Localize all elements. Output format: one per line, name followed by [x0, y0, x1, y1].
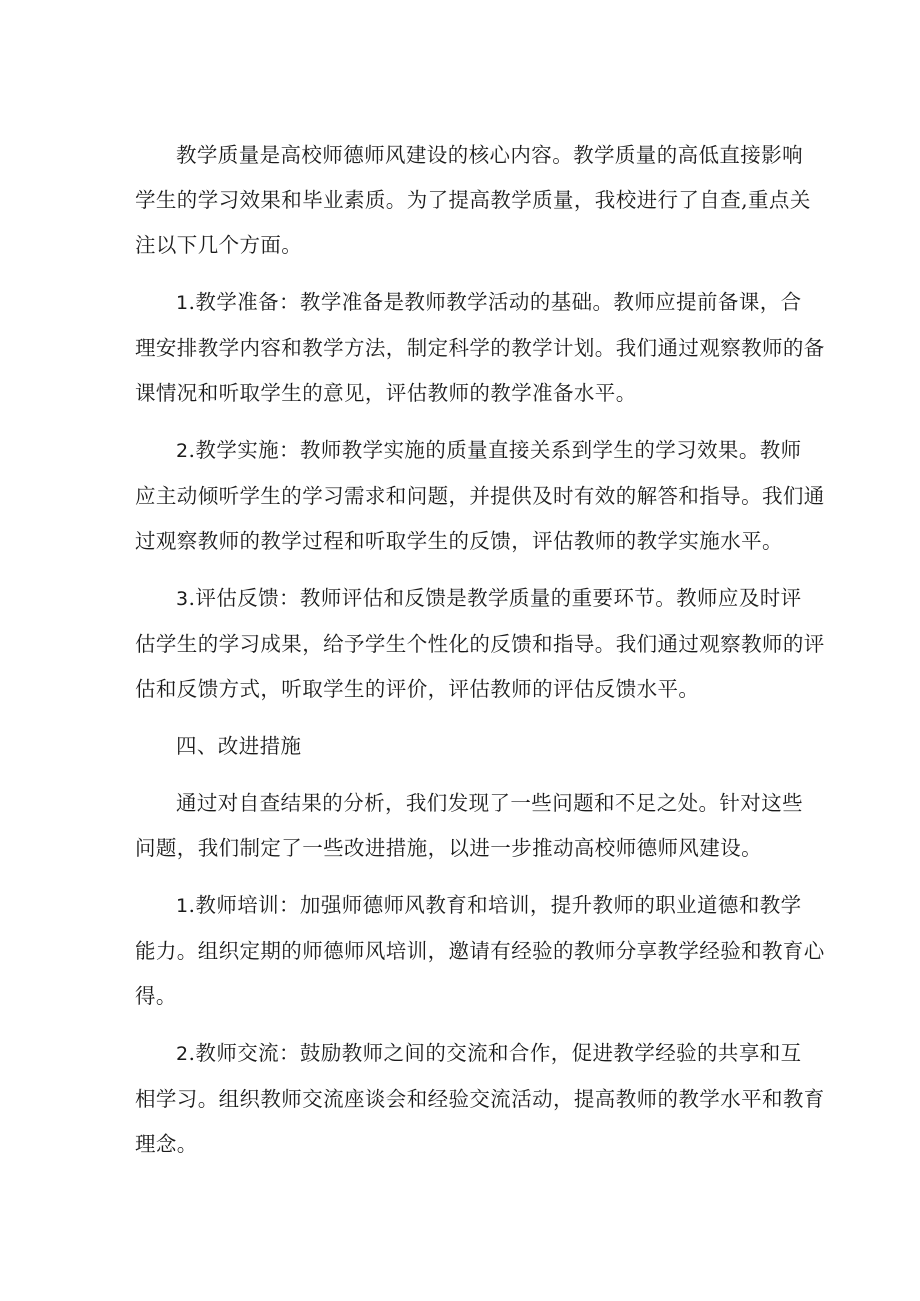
item-text: .教学实施：教师教学实施的质量直接关系到学生的学习效果。教师	[188, 438, 802, 462]
item-text: .教学准备：教学准备是教师教学活动的基础。教师应提前备课，合	[188, 290, 802, 314]
paragraph-teaching-quality	[135, 133, 811, 268]
section-heading: 四、改进措施	[176, 734, 302, 758]
item-number: 3	[176, 588, 189, 610]
document-body	[135, 133, 825, 1179]
item-text: .教师交流：鼓励教师之间的交流和合作，促进教学经验的共享和互	[188, 1041, 802, 1065]
text-line	[135, 280, 805, 326]
text-line: 注以下几个方面。	[135, 233, 303, 257]
list-item-teacher-training	[135, 883, 825, 1019]
item-text: .评估反馈：教师评估和反馈是教学质量的重要环节。教师应及时评	[188, 586, 802, 610]
text-line	[135, 576, 805, 622]
text-line: 得。	[135, 984, 177, 1008]
text-line: 理安排教学内容和教学方法，制定科学的教学计划。我们通过观察教师的备	[135, 336, 825, 360]
text-line: 应主动倾听学生的学习需求和问题，并提供及时有效的解答和指导。我们通	[135, 484, 825, 508]
item-number: 1	[176, 292, 189, 314]
text-line	[135, 428, 805, 474]
text-line: 问题，我们制定了一些改进措施，以进一步推动高校师德师风建设。	[135, 836, 762, 860]
text-line: 能力。组织定期的师德师风培训，邀请有经验的教师分享教学经验和教育心	[135, 939, 825, 963]
list-item-teaching-preparation	[135, 280, 825, 416]
text-line: 过观察教师的教学过程和听取学生的反馈，评估教师的教学实施水平。	[135, 529, 783, 553]
text-line: 学生的学习效果和毕业素质。为了提高教学质量，我校进行了自查,重点关	[135, 188, 811, 212]
item-number: 2	[176, 1043, 189, 1065]
text-line: 课情况和听取学生的意见，评估教师的教学准备水平。	[135, 381, 637, 405]
text-line: 理念。	[135, 1132, 198, 1156]
text-line: 教学质量是高校师德师风建设的核心内容。教学质量的高低直接影响	[176, 143, 803, 167]
text-line	[135, 1031, 805, 1077]
list-item-teaching-implementation	[135, 428, 825, 564]
text-line	[135, 883, 805, 929]
text-line: 估学生的学习成果，给予学生个性化的反馈和指导。我们通过观察教师的评	[135, 632, 825, 656]
item-text: .教师培训：加强师德师风教育和培训，提升教师的职业道德和教学	[188, 893, 802, 917]
text-line: 通过对自查结果的分析，我们发现了一些问题和不足之处。针对这些	[176, 791, 803, 815]
item-number: 1	[176, 895, 189, 917]
list-item-assessment-feedback	[135, 576, 825, 712]
text-line: 估和反馈方式，听取学生的评价，评估教师的评估反馈水平。	[135, 677, 700, 701]
text-line: 相学习。组织教师交流座谈会和经验交流活动，提高教师的教学水平和教育	[135, 1087, 825, 1111]
list-item-teacher-exchange	[135, 1031, 825, 1167]
item-number: 2	[176, 440, 189, 462]
paragraph-improvement-intro	[135, 781, 805, 871]
